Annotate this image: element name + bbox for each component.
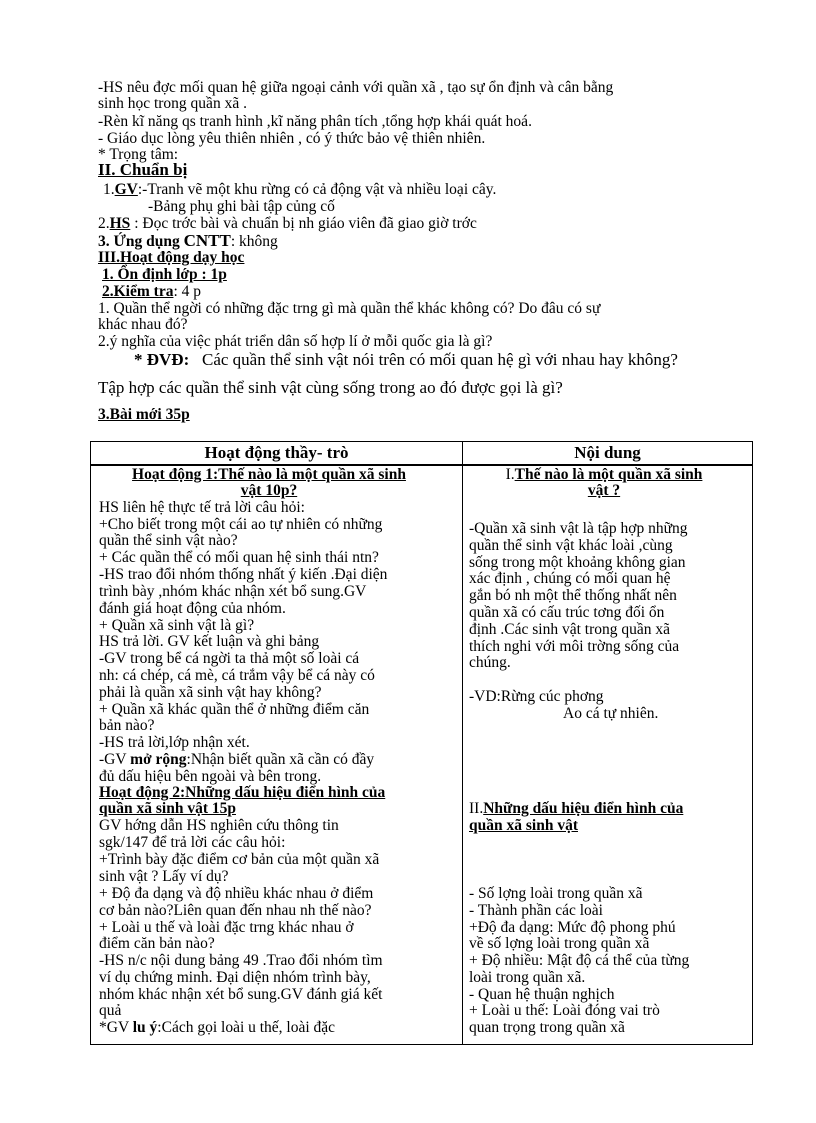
prep-student-num: 2. <box>98 215 110 232</box>
question-1b: khác nhau đó? <box>98 316 188 333</box>
header-teacher-student: Hoạt động thầy- trò <box>91 442 463 466</box>
objective-line-2: sinh học trong quần xã . <box>98 95 247 112</box>
dvd-line-2: Tập hợp các quần thể sinh vật cùng sống trong ao đó được gọi là gì? <box>98 378 563 397</box>
prep-teacher-line <box>103 181 496 198</box>
left-line-6: trình bày ,nhóm khác nhận xét bổ sung.GV <box>99 583 367 600</box>
activities-heading: III.Hoạt động dạy học <box>98 249 245 266</box>
left-line-5: -HS trao đổi nhóm thống nhất ý kiến .Đại diện <box>99 566 388 583</box>
prep-teacher-line-2: -Bảng phụ ghi bài tập củng cố <box>148 198 335 215</box>
left-line-14: bản nào? <box>99 717 155 734</box>
right-line-7: định .Các sinh vật trong quần xã <box>469 621 671 638</box>
check-label: 2.Kiểm tra <box>102 283 174 300</box>
section-1-title-b: vật ? <box>587 482 621 499</box>
left-line-m13-c: :Cách gọi loài u thế, loài đặc <box>157 1019 336 1036</box>
check-line <box>102 283 201 300</box>
right-line-t7: - Quan hệ thuận nghịch <box>469 986 615 1003</box>
right-line-t4: về số lợng loài trong quần xã <box>469 935 650 952</box>
right-line-1: -Quần xã sinh vật là tập hợp những <box>469 520 688 537</box>
right-line-t9: quan trọng trong quần xã <box>469 1019 625 1036</box>
stabilize-line: 1. Ổn định lớp : 1p <box>102 266 227 283</box>
objective-line-3: -Rèn kĩ năng qs tranh hình ,kĩ năng phân tích ,tổng hợp khái quát hoá. <box>98 113 532 130</box>
left-line-12: phải là quần xã sinh vật hay không? <box>99 684 322 701</box>
left-line-1: HS liên hệ thực tế trả lời câu hỏi: <box>99 499 305 516</box>
left-line-m10: ví dụ chứng minh. Đại diện nhóm trình bày, <box>99 969 371 986</box>
left-line-9: HS trả lời. GV kết luận và ghi bảng <box>99 633 320 650</box>
header-content: Nội dung <box>463 442 753 466</box>
right-line-11: Ao cá tự nhiên. <box>563 705 659 722</box>
left-line-m13-a: *GV <box>99 1019 133 1036</box>
prep-student-line <box>98 215 477 232</box>
left-line-m11: nhóm khác nhận xét bổ sung.GV đánh giá kết <box>99 986 383 1003</box>
question-1a: 1. Quần thể ngời có những đặc trng gì mà quần thể khác không có? Do đâu có sự <box>98 300 601 317</box>
left-line-m9: -HS n/c nội dung bảng 49 .Trao đổi nhóm tìm <box>99 952 383 969</box>
section-2-title-text: Những dấu hiệu điển hình của <box>483 800 684 817</box>
right-line-t5: + Độ nhiều: Mật độ cá thể của từng <box>469 952 690 969</box>
left-line-m2: sgk/147 để trả lời các câu hỏi: <box>99 834 286 851</box>
focus-line: * Trọng tâm: <box>98 146 179 163</box>
left-line-10: -GV trong bể cá ngời ta thả một số loài cá <box>99 650 360 667</box>
left-line-17: đủ dấu hiệu bên ngoài và bên trong. <box>99 768 322 785</box>
right-line-t2: - Thành phần các loài <box>469 902 603 919</box>
section-1-num: I. <box>505 466 515 483</box>
right-line-10: -VD:Rừng cúc phơng <box>469 688 604 705</box>
left-line-m8: điểm căn bản nào? <box>99 935 215 952</box>
left-line-16-c: :Nhận biết quần xã cần có đầy <box>186 751 375 768</box>
right-line-9: chúng. <box>469 654 511 671</box>
left-line-2: +Cho biết trong một cái ao tự nhiên có những <box>99 516 383 533</box>
left-line-8: + Quần xã sinh vật là gì? <box>99 617 255 634</box>
right-line-5: gắn bó nh một thể thống nhất nên <box>469 587 677 604</box>
left-line-m6: cơ bản nào?Liên quan đến nhau nh thế nào? <box>99 902 372 919</box>
right-line-3: sống trong một khoảng không gian <box>469 554 686 571</box>
prep-teacher-text: :-Tranh vẽ một khu rừng có cả động vật và nhiều loại cây. <box>137 181 497 198</box>
right-line-4: xác định , chúng có mối quan hệ <box>469 570 671 587</box>
left-line-16-b: mở rộng <box>130 751 187 768</box>
prep-teacher-num: 1. <box>103 181 115 198</box>
right-line-8: thích nghi với môi trờng sống của <box>469 638 680 655</box>
prep-heading: II. Chuẩn bị <box>98 160 188 179</box>
left-line-m13-b: lu ý <box>132 1019 158 1036</box>
section-1-title-a <box>469 466 739 483</box>
dvd-text: Các quần thể sinh vật nói trên có mối quan hệ gì với nhau hay không? <box>202 350 678 369</box>
left-line-m3: +Trình bày đặc điểm cơ bản của một quần xã <box>99 851 380 868</box>
left-line-13: + Quần xã khác quần thể ở những điểm căn <box>99 701 370 718</box>
activity-2-title-b: quần xã sinh vật 15p <box>99 800 236 817</box>
left-line-15: -HS trả lời,lớp nhận xét. <box>99 734 250 751</box>
prep-it-cntt: CNTT <box>183 231 231 250</box>
left-line-7: đánh giá hoạt động của nhóm. <box>99 600 286 617</box>
right-line-t1: - Số lợng loài trong quần xã <box>469 885 643 902</box>
left-line-m7: + Loài u thế và loài đặc trng khác nhau ở <box>99 919 354 936</box>
activity-1-title-b: vật 10p? <box>240 482 298 499</box>
left-line-4: + Các quần thể có mối quan hệ sinh thái ntn? <box>99 549 379 566</box>
right-line-6: quần xã có cấu trúc tơng đối ổn <box>469 604 665 621</box>
prep-it-label: 3. Ứng dụng <box>98 233 180 250</box>
new-lesson-line: 3.Bài mới 35p <box>98 406 190 423</box>
content-column <box>463 465 753 1045</box>
teacher-student-column <box>91 465 463 1045</box>
dvd-label: * ĐVĐ: <box>134 350 190 369</box>
dvd-line <box>134 351 678 368</box>
check-time: : 4 p <box>173 283 202 300</box>
left-line-m1: GV hớng dẫn HS nghiên cứu thông tin <box>99 817 339 834</box>
prep-it-line <box>98 232 278 250</box>
left-line-m4: sinh vật ? Lấy ví dụ? <box>99 868 229 885</box>
left-line-m12: quả <box>99 1002 122 1019</box>
objective-line-4: - Giáo dục lòng yêu thiên nhiên , có ý thức bảo vệ thiên nhiên. <box>98 130 486 147</box>
question-2: 2.ý nghĩa của việc phát triển dân số hợp lí ở mỗi quốc gia là gì? <box>98 333 493 350</box>
left-line-11: nh: cá chép, cá mè, cá trắm vậy bể cá này có <box>99 667 375 684</box>
prep-student-text: : Đọc trớc bài và chuẩn bị nh giáo viên đã giao giờ trớc <box>130 215 477 232</box>
prep-it-text: : không <box>230 233 278 250</box>
left-line-16 <box>99 751 374 768</box>
activity-1-title-a: Hoạt động 1:Thế nào là một quần xã sinh <box>132 466 406 483</box>
prep-student-label: HS <box>109 215 131 232</box>
right-line-t8: + Loài u thế: Loài đóng vai trò <box>469 1002 660 1019</box>
left-line-16-a: -GV <box>99 751 131 768</box>
right-line-2: quần thể sinh vật khác loài ,cùng <box>469 537 673 554</box>
left-line-m5: + Độ đa dạng và độ nhiều khác nhau ở điểm <box>99 885 374 902</box>
activity-2-title-a: Hoạt động 2:Những dấu hiệu điển hình của <box>99 784 386 801</box>
section-1-title-text: Thế nào là một quần xã sinh <box>514 466 703 483</box>
prep-teacher-label: GV <box>114 181 138 198</box>
objective-line-1: -HS nêu đợc mối quan hệ giữa ngoại cảnh với quần xã , tạo sự ổn định và cân bằng <box>98 79 614 96</box>
section-2-title-b: quần xã sinh vật <box>469 817 578 834</box>
left-line-m13 <box>99 1019 335 1036</box>
section-2-num: II. <box>469 800 484 817</box>
left-line-3: quần thể sinh vật nào? <box>99 532 238 549</box>
right-line-t6: loài trong quần xã. <box>469 969 586 986</box>
section-2-title-a <box>469 800 683 817</box>
right-line-t3: +Độ đa dạng: Mức độ phong phú <box>469 919 676 936</box>
lesson-table <box>90 441 753 1045</box>
